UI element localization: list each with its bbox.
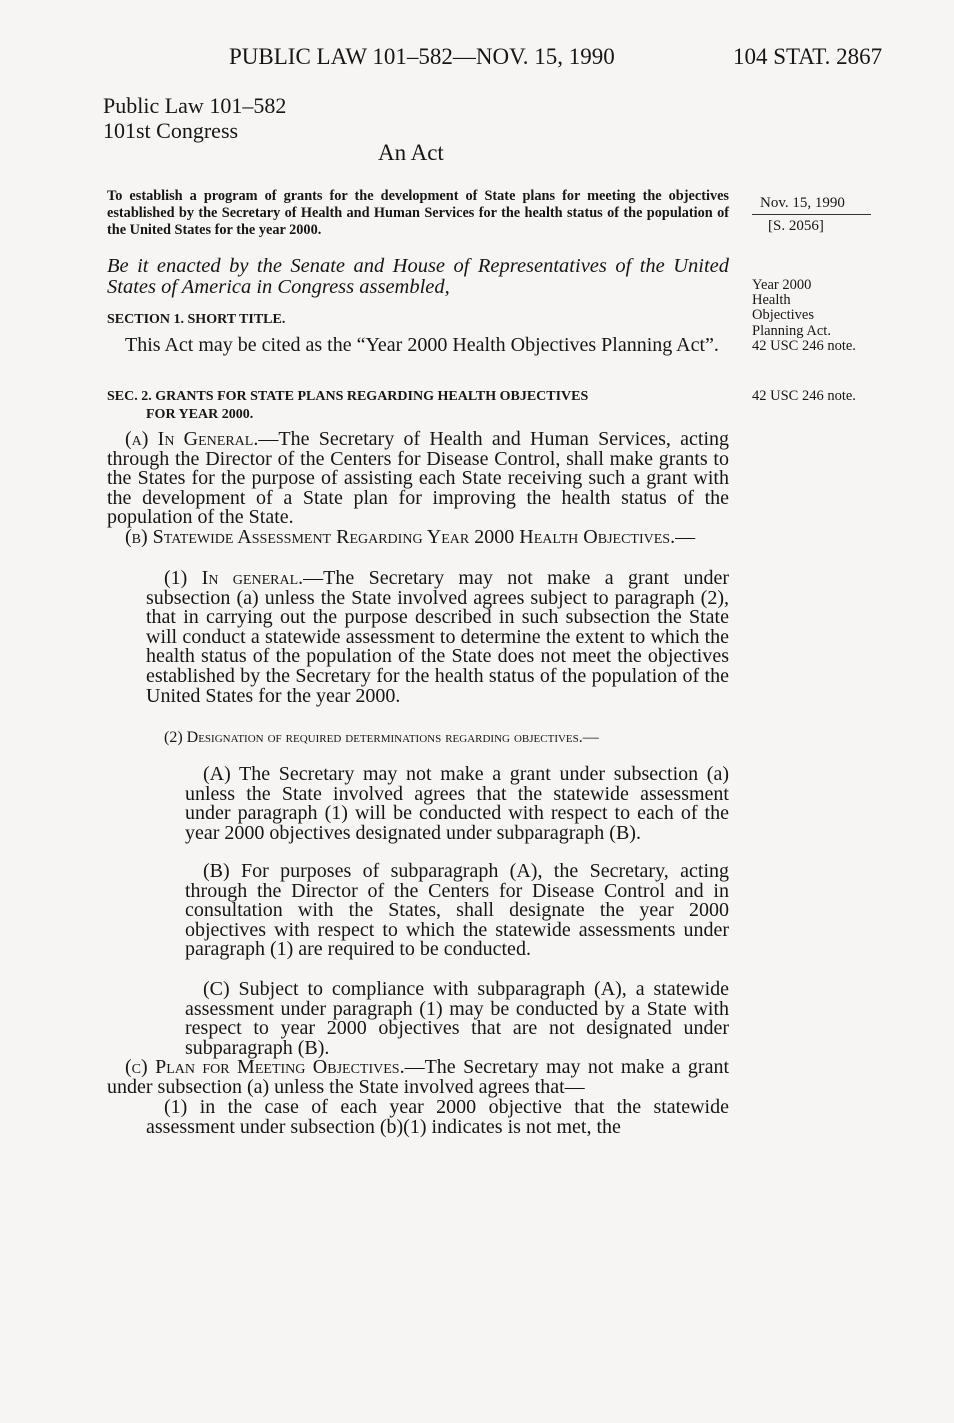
act-label: An Act	[378, 140, 444, 165]
subsection-b-heading	[107, 528, 729, 548]
running-title: PUBLIC LAW 101–582—NOV. 15, 1990	[229, 44, 615, 69]
section-1-heading: SECTION 1. SHORT TITLE.	[107, 312, 286, 327]
margin-note-line: 42 USC 246 note.	[752, 337, 856, 354]
stat-page-number: 104 STAT. 2867	[733, 44, 883, 69]
subparagraph-C-text: (C) Subject to compliance with subparagraph (A), a statewide assessment under paragraph (1) may be conducted by a State with respect to year 2000 objectives that are not designated under subparagraph (B).	[185, 978, 729, 1059]
subsection-a-text: —The Secretary of Health and Human Services, acting through the Director of the Centers for Disease Control, shall make grants to the States for the purpose of assisting each State receiving such a grant with the development of a State plan for improving the health status of the population of the State.	[107, 428, 730, 529]
paragraph-b1-text: —The Secretary may not make a grant under subsection (a) unless the State involved agrees subject to paragraph (2), that in carrying out the purpose described in such subsection the State will conduct a statewide assessment to determine the extent to which the health status of the population of the State does not meet the objectives established by the Secretary for the health status of the population of the United States for the year 2000.	[146, 567, 729, 707]
senate-bill-number: [S. 2056]	[768, 218, 824, 234]
congress-label: 101st Congress	[103, 118, 239, 143]
margin-note-line: Year 2000	[752, 277, 812, 293]
subsection-a-label: (a) In General.	[125, 428, 259, 450]
subparagraph-B-text: (B) For purposes of subparagraph (A), the Secretary, acting through the Director of the Centers for Disease Control and in consultation with the States, shall designate the year 2000 objectives with respect to which the statewide assessments under paragraph (1) are required to be conducted.	[185, 860, 729, 961]
paragraph-c1	[146, 1098, 729, 1137]
paragraph-b1	[146, 569, 729, 706]
section-1-text	[107, 336, 729, 356]
paragraph-b1-label: (1) In general.	[164, 567, 304, 589]
short-title-text: This Act may be cited as the “Year 2000 Health Objectives Planning Act”.	[125, 334, 719, 356]
subsection-c-text: —The Secretary may not make a grant under subsection (a) unless the State involved agrees that—	[107, 1056, 730, 1098]
section-2-heading-line1: SEC. 2. GRANTS FOR STATE PLANS REGARDING HEALTH OBJECTIVES	[107, 389, 589, 404]
paragraph-b2-heading-text: (2) Designation of required determinations regarding objectives.—	[164, 729, 599, 746]
enactment-date: Nov. 15, 1990	[760, 195, 845, 211]
subsection-b-heading-text: (b) Statewide Assessment Regarding Year 2000 Health Objectives.—	[125, 526, 696, 548]
paragraph-c1-text: (1) in the case of each year 2000 objective that the statewide assessment under subsection (b)(1) indicates is not met, the	[146, 1096, 729, 1138]
subparagraph-A	[185, 765, 729, 843]
act-purpose: To establish a program of grants for the development of State plans for meeting the objectives established by the Secretary of Health and Human Services for the health status of the population of the United States for the year 2000.	[107, 188, 729, 238]
subsection-c	[107, 1058, 729, 1097]
margin-divider	[752, 214, 871, 215]
margin-note-line: Planning Act.	[752, 322, 831, 339]
section-2-margin-note: 42 USC 246 note.	[752, 388, 856, 404]
paragraph-b2-heading	[146, 728, 729, 747]
short-title-margin-note	[752, 278, 856, 354]
subparagraph-B	[185, 862, 729, 960]
margin-note-line: Objectives	[752, 307, 815, 324]
section-2-heading-line2: FOR YEAR 2000.	[146, 407, 254, 422]
margin-note-line: Health	[752, 292, 791, 309]
subsection-a	[107, 430, 729, 528]
subsection-c-label: (c) Plan for Meeting Objectives.	[125, 1056, 405, 1078]
subparagraph-A-text: (A) The Secretary may not make a grant under subsection (a) unless the State involved agrees that the statewide assessment under paragraph (1) will be conducted with respect to each of the year 2000 objectives designated under subparagraph (B).	[185, 763, 729, 844]
public-law-number: Public Law 101–582	[103, 93, 287, 118]
enacting-clause: Be it enacted by the Senate and House of Representatives of the United States of America in Congress assembled,	[107, 255, 729, 298]
subparagraph-C	[185, 980, 729, 1058]
